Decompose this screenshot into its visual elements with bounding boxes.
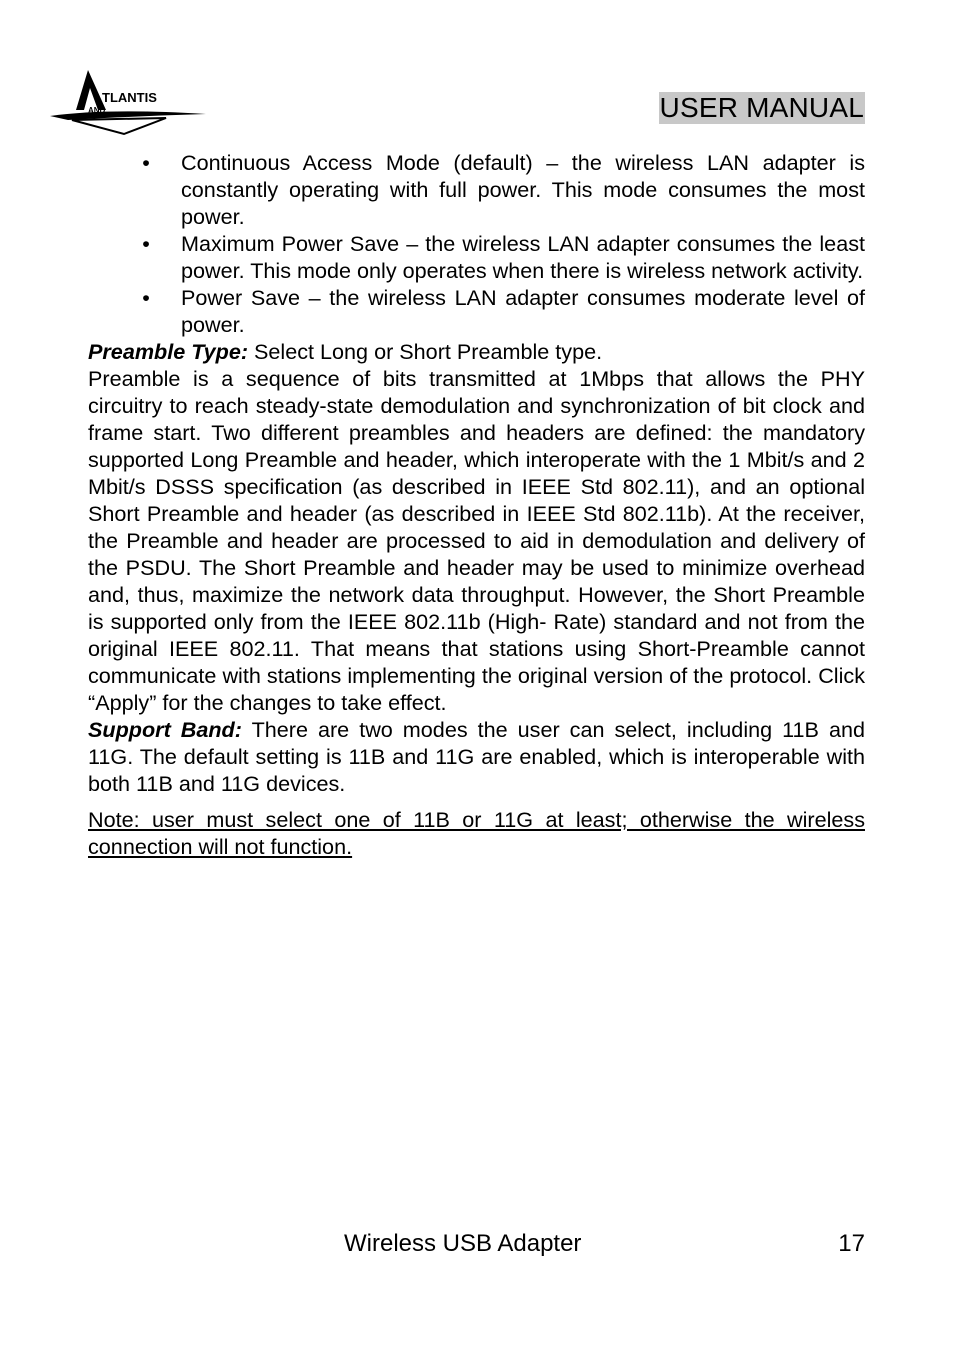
main-content (88, 149, 865, 860)
preamble-type-intro: Preamble Type: Select Long or Short Preamble type. (88, 339, 603, 364)
bullet-icon: • (142, 150, 150, 175)
note-text: Note: user must select one of 11B or 11G at least; otherwise the wireless connection will not function. (88, 807, 865, 859)
atlantis-logo (48, 66, 208, 142)
list-item: • Continuous Access Mode (default) – the wireless LAN adapter is constantly operating with full power. This mode consumes the most power. (88, 149, 865, 230)
preamble-type-label: Preamble Type: (88, 339, 249, 364)
svg-text:AND: AND (88, 106, 106, 115)
page-number: 17 (838, 1230, 865, 1257)
svg-text:TLANTIS: TLANTIS (102, 90, 157, 105)
support-band-label: Support Band: (88, 717, 242, 742)
bullet-icon: • (142, 231, 150, 256)
bullet-icon: • (142, 285, 150, 310)
power-mode-list (88, 149, 865, 338)
list-item: • Power Save – the wireless LAN adapter consumes moderate level of power. (88, 284, 865, 338)
footer (88, 1228, 865, 1260)
list-item: • Maximum Power Save – the wireless LAN adapter consumes the least power. This mode only operates when there is wireless network activity. (88, 230, 865, 284)
header-title: USER MANUAL (659, 92, 864, 123)
preamble-description: Preamble is a sequence of bits transmitted at 1Mbps that allows the PHY circuitry to reach steady-state demodulation and synchronization of bit clock and frame start. Two different preambles and headers are defined: the mandatory supported Long Preamble and header, which interoperate with the 1 Mbit/s and 2 Mbit/s DSSS specification (as described in IEEE Std 802.11), and an optional Short Preamble and header (as described in IEEE Std 802.11b). At the receiver, the Preamble and header are processed to aid in demodulation and delivery of the PSDU. The Short Preamble and header may be used to minimize overhead and, thus, maximize the network data throughput. However, the Short Preamble is supported only from the IEEE 802.11b (High- Rate) standard and not from the original IEEE 802.11. That means that stations using Short-Preamble cannot communicate with stations implementing the original version of the protocol. Click “Apply” for the changes to take effect. (88, 366, 865, 715)
support-band-paragraph: Support Band: There are two modes the user can select, including 11B and 11G. The default setting is 11B and 11G are enabled, which is interoperable with both 11B and 11G devices. (88, 717, 865, 796)
footer-title: Wireless USB Adapter (344, 1230, 582, 1257)
